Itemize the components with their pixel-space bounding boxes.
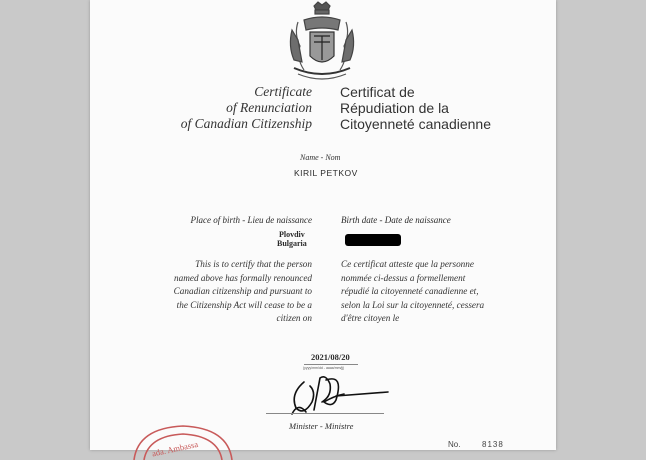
birthplace-city: Plovdiv (279, 230, 305, 239)
serial-label: No. (448, 440, 461, 449)
title-en-line-2: of Renunciation (226, 100, 312, 115)
name-value: KIRIL PETKOV (294, 168, 358, 178)
title-en-line-1: Certificate (254, 84, 312, 99)
date-underline (304, 364, 358, 365)
renunciation-date: 2021/08/20 (311, 352, 350, 362)
body-fr-line-5: d'être citoyen le (341, 313, 400, 323)
redacted-birthdate (345, 234, 401, 246)
body-en-line-3: Canadian citizenship and pursuant to (173, 286, 312, 296)
signature-line (266, 413, 384, 414)
title-fr-line-1: Certificat de (340, 84, 415, 100)
body-en-line-5: citizen on (276, 313, 312, 323)
embassy-stamp (128, 420, 238, 460)
stamp-text: ada. Ambassa (151, 438, 199, 459)
body-en-line-2: named above has formally renounced (174, 272, 312, 283)
date-format-hint: (yyyy/mm/dd - aaaa/mm/jj) (303, 366, 345, 370)
body-fr-line-1: Ce certificat atteste que la personne (341, 259, 474, 269)
body-fr-line-3: répudié la citoyenneté canadienne et, (341, 286, 479, 296)
body-en (174, 258, 312, 326)
body-fr-line-2: nommée ci-dessus a formellement (341, 272, 466, 283)
certificate-page (90, 0, 556, 450)
title-fr-line-2: Répudiation de la (340, 100, 449, 116)
minister-label: Minister - Ministre (289, 421, 354, 431)
body-en-line-1: This is to certify that the person (195, 259, 312, 269)
serial-number: 8138 (482, 440, 504, 449)
name-label: Name - Nom (300, 153, 341, 162)
coat-of-arms-emblem (284, 0, 360, 86)
title-en-line-3: of Canadian Citizenship (180, 116, 312, 131)
body-en-line-4: the Citizenship Act will cease to be a (176, 299, 312, 310)
body-fr-line-4: selon la Loi sur la citoyenneté, cessera (341, 299, 485, 310)
birthplace-label: Place of birth - Lieu de naissance (190, 215, 312, 225)
body-fr (341, 258, 484, 326)
title-fr (340, 84, 491, 132)
birthplace-country: Bulgaria (277, 239, 307, 248)
title-fr-line-3: Citoyenneté canadienne (340, 116, 492, 132)
title-en (181, 84, 312, 132)
birthdate-label: Birth date - Date de naissance (341, 215, 451, 225)
